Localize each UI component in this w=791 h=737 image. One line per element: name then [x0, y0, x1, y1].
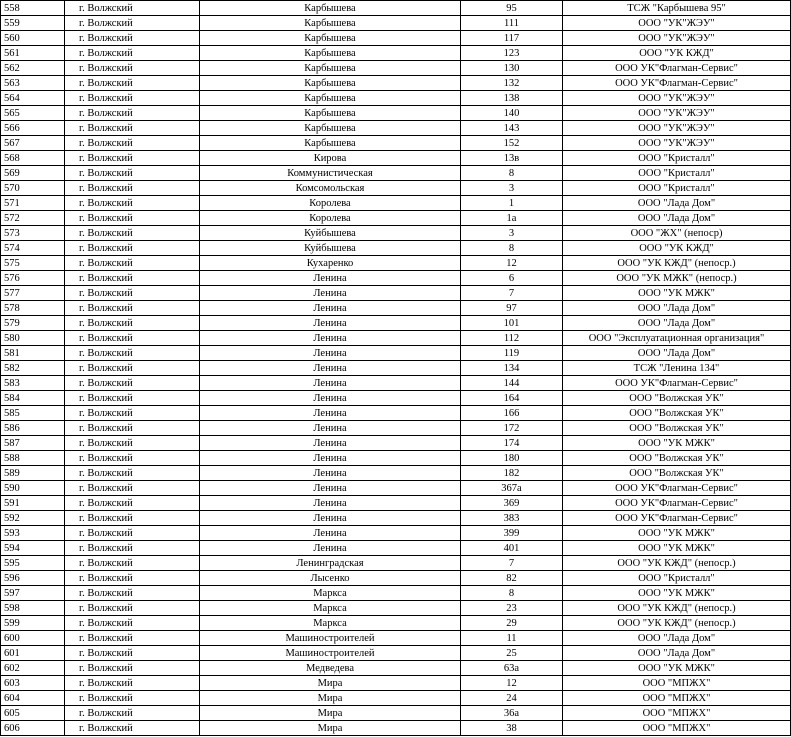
house-number-cell: 119: [461, 346, 563, 361]
management-company-cell: ООО "УК КЖД" (непоср.): [563, 256, 791, 271]
house-number-cell: 6: [461, 271, 563, 286]
house-number-cell: 174: [461, 436, 563, 451]
table-row: [1, 106, 791, 121]
row-number: 576: [1, 271, 65, 286]
row-number: 596: [1, 571, 65, 586]
city-cell: г. Волжский: [65, 286, 200, 301]
table-row: [1, 226, 791, 241]
row-number: 565: [1, 106, 65, 121]
city-cell: г. Волжский: [65, 691, 200, 706]
street-cell: Ленина: [200, 436, 461, 451]
table-row: [1, 676, 791, 691]
city-cell: г. Волжский: [65, 211, 200, 226]
city-cell: г. Волжский: [65, 136, 200, 151]
table-row: [1, 541, 791, 556]
house-number-cell: 143: [461, 121, 563, 136]
row-number: 579: [1, 316, 65, 331]
street-cell: Карбышева: [200, 136, 461, 151]
city-cell: г. Волжский: [65, 586, 200, 601]
city-cell: г. Волжский: [65, 631, 200, 646]
management-company-cell: ООО "УК МЖК" (непоср.): [563, 271, 791, 286]
street-cell: Маркса: [200, 586, 461, 601]
house-number-cell: 132: [461, 76, 563, 91]
row-number: 594: [1, 541, 65, 556]
street-cell: Ленина: [200, 391, 461, 406]
street-cell: Ленина: [200, 541, 461, 556]
management-company-cell: ООО УК"Флагман-Сервис": [563, 76, 791, 91]
house-number-cell: 1а: [461, 211, 563, 226]
table-row: [1, 151, 791, 166]
management-company-cell: ООО "УК КЖД" (непоср.): [563, 601, 791, 616]
street-cell: Ленинградская: [200, 556, 461, 571]
city-cell: г. Волжский: [65, 406, 200, 421]
management-company-cell: ООО "МПЖХ": [563, 706, 791, 721]
management-company-cell: ООО "Волжская УК": [563, 466, 791, 481]
street-cell: Маркса: [200, 616, 461, 631]
street-cell: Карбышева: [200, 16, 461, 31]
city-cell: г. Волжский: [65, 16, 200, 31]
house-number-cell: 117: [461, 31, 563, 46]
table-row: [1, 511, 791, 526]
row-number: 561: [1, 46, 65, 61]
street-cell: Маркса: [200, 601, 461, 616]
management-company-cell: ООО "УК МЖК": [563, 586, 791, 601]
house-number-cell: 8: [461, 166, 563, 181]
street-cell: Машиностроителей: [200, 646, 461, 661]
city-cell: г. Волжский: [65, 46, 200, 61]
street-cell: Королева: [200, 211, 461, 226]
city-cell: г. Волжский: [65, 526, 200, 541]
table-row: [1, 406, 791, 421]
row-number: 603: [1, 676, 65, 691]
city-cell: г. Волжский: [65, 106, 200, 121]
street-cell: Ленина: [200, 316, 461, 331]
row-number: 600: [1, 631, 65, 646]
row-number: 558: [1, 1, 65, 16]
management-company-cell: ООО УК"Флагман-Сервис": [563, 61, 791, 76]
management-company-cell: ООО "Волжская УК": [563, 406, 791, 421]
house-number-cell: 401: [461, 541, 563, 556]
table-row: [1, 46, 791, 61]
city-cell: г. Волжский: [65, 481, 200, 496]
table-row: [1, 481, 791, 496]
management-company-cell: ООО УК"Флагман-Сервис": [563, 481, 791, 496]
city-cell: г. Волжский: [65, 556, 200, 571]
house-number-cell: 182: [461, 466, 563, 481]
row-number: 571: [1, 196, 65, 211]
street-cell: Карбышева: [200, 76, 461, 91]
row-number: 580: [1, 331, 65, 346]
street-cell: Карбышева: [200, 91, 461, 106]
table-row: [1, 601, 791, 616]
street-cell: Карбышева: [200, 31, 461, 46]
house-number-cell: 11: [461, 631, 563, 646]
street-cell: Ленина: [200, 511, 461, 526]
row-number: 593: [1, 526, 65, 541]
city-cell: г. Волжский: [65, 376, 200, 391]
street-cell: Комсомольская: [200, 181, 461, 196]
street-cell: Карбышева: [200, 46, 461, 61]
table-row: [1, 571, 791, 586]
management-company-cell: ООО "УК МЖК": [563, 286, 791, 301]
street-cell: Ленина: [200, 526, 461, 541]
table-row: [1, 691, 791, 706]
city-cell: г. Волжский: [65, 256, 200, 271]
row-number: 581: [1, 346, 65, 361]
street-cell: Ленина: [200, 301, 461, 316]
management-company-cell: ООО УК"Флагман-Сервис": [563, 376, 791, 391]
city-cell: г. Волжский: [65, 601, 200, 616]
house-number-cell: 112: [461, 331, 563, 346]
row-number: 590: [1, 481, 65, 496]
table-row: [1, 271, 791, 286]
row-number: 569: [1, 166, 65, 181]
house-number-cell: 7: [461, 286, 563, 301]
city-cell: г. Волжский: [65, 661, 200, 676]
table-row: [1, 1, 791, 16]
house-number-cell: 101: [461, 316, 563, 331]
street-cell: Коммунистическая: [200, 166, 461, 181]
table-row: [1, 286, 791, 301]
row-number: 592: [1, 511, 65, 526]
street-cell: Королева: [200, 196, 461, 211]
table-row: [1, 91, 791, 106]
house-number-cell: 12: [461, 676, 563, 691]
table-row: [1, 136, 791, 151]
city-cell: г. Волжский: [65, 646, 200, 661]
management-company-cell: ООО "УК КЖД" (непоср.): [563, 616, 791, 631]
city-cell: г. Волжский: [65, 466, 200, 481]
table-row: [1, 616, 791, 631]
street-cell: Мира: [200, 676, 461, 691]
table-row: [1, 451, 791, 466]
management-company-cell: ООО "УК МЖК": [563, 436, 791, 451]
house-number-cell: 25: [461, 646, 563, 661]
management-company-cell: ООО "УК"ЖЭУ": [563, 136, 791, 151]
row-number: 566: [1, 121, 65, 136]
street-cell: Ленина: [200, 421, 461, 436]
table-row: [1, 661, 791, 676]
house-number-cell: 23: [461, 601, 563, 616]
table-row: [1, 436, 791, 451]
house-number-cell: 383: [461, 511, 563, 526]
table-row: [1, 706, 791, 721]
management-company-cell: ООО "УК"ЖЭУ": [563, 106, 791, 121]
table-row: [1, 526, 791, 541]
street-cell: Ленина: [200, 481, 461, 496]
city-cell: г. Волжский: [65, 121, 200, 136]
house-number-cell: 144: [461, 376, 563, 391]
street-cell: Ленина: [200, 451, 461, 466]
management-company-cell: ООО "Волжская УК": [563, 391, 791, 406]
street-cell: Ленина: [200, 496, 461, 511]
house-number-cell: 111: [461, 16, 563, 31]
city-cell: г. Волжский: [65, 301, 200, 316]
city-cell: г. Волжский: [65, 421, 200, 436]
row-number: 589: [1, 466, 65, 481]
row-number: 585: [1, 406, 65, 421]
house-number-cell: 140: [461, 106, 563, 121]
row-number: 563: [1, 76, 65, 91]
city-cell: г. Волжский: [65, 31, 200, 46]
city-cell: г. Волжский: [65, 451, 200, 466]
street-cell: Мира: [200, 721, 461, 736]
city-cell: г. Волжский: [65, 151, 200, 166]
city-cell: г. Волжский: [65, 196, 200, 211]
house-number-cell: 36а: [461, 706, 563, 721]
street-cell: Куйбышева: [200, 226, 461, 241]
table-row: [1, 631, 791, 646]
row-number: 591: [1, 496, 65, 511]
house-number-cell: 1: [461, 196, 563, 211]
table-row: [1, 61, 791, 76]
city-cell: г. Волжский: [65, 181, 200, 196]
management-company-cell: ООО "Лада Дом": [563, 646, 791, 661]
house-number-cell: 166: [461, 406, 563, 421]
management-company-cell: ООО УК"Флагман-Сервис": [563, 511, 791, 526]
house-number-cell: 13в: [461, 151, 563, 166]
management-company-cell: ООО "УК"ЖЭУ": [563, 121, 791, 136]
city-cell: г. Волжский: [65, 346, 200, 361]
management-company-cell: ТСЖ "Карбышева 95": [563, 1, 791, 16]
city-cell: г. Волжский: [65, 616, 200, 631]
street-cell: Карбышева: [200, 61, 461, 76]
street-cell: Мира: [200, 706, 461, 721]
table-row: [1, 181, 791, 196]
street-cell: Ленина: [200, 331, 461, 346]
row-number: 584: [1, 391, 65, 406]
house-number-cell: 369: [461, 496, 563, 511]
row-number: 574: [1, 241, 65, 256]
row-number: 573: [1, 226, 65, 241]
house-number-cell: 29: [461, 616, 563, 631]
house-number-cell: 152: [461, 136, 563, 151]
row-number: 586: [1, 421, 65, 436]
management-company-cell: ООО "УК КЖД": [563, 46, 791, 61]
table-row: [1, 556, 791, 571]
management-company-cell: ООО "УК КЖД" (непоср.): [563, 556, 791, 571]
row-number: 564: [1, 91, 65, 106]
table-row: [1, 346, 791, 361]
city-cell: г. Волжский: [65, 241, 200, 256]
row-number: 577: [1, 286, 65, 301]
house-number-cell: 8: [461, 586, 563, 601]
table-row: [1, 121, 791, 136]
house-number-cell: 123: [461, 46, 563, 61]
management-company-cell: ООО "Кристалл": [563, 571, 791, 586]
table-row: [1, 421, 791, 436]
table-row: [1, 496, 791, 511]
house-number-cell: 3: [461, 226, 563, 241]
row-number: 562: [1, 61, 65, 76]
city-cell: г. Волжский: [65, 91, 200, 106]
city-cell: г. Волжский: [65, 676, 200, 691]
row-number: 582: [1, 361, 65, 376]
table-row: [1, 331, 791, 346]
management-company-cell: ООО "УК МЖК": [563, 661, 791, 676]
row-number: 599: [1, 616, 65, 631]
row-number: 601: [1, 646, 65, 661]
row-number: 570: [1, 181, 65, 196]
city-cell: г. Волжский: [65, 496, 200, 511]
city-cell: г. Волжский: [65, 271, 200, 286]
management-company-cell: ООО "Кристалл": [563, 181, 791, 196]
house-number-cell: 95: [461, 1, 563, 16]
city-cell: г. Волжский: [65, 316, 200, 331]
row-number: 559: [1, 16, 65, 31]
management-company-cell: ООО "Эксплуатационная организация": [563, 331, 791, 346]
house-number-cell: 38: [461, 721, 563, 736]
city-cell: г. Волжский: [65, 391, 200, 406]
house-number-cell: 7: [461, 556, 563, 571]
row-number: 595: [1, 556, 65, 571]
city-cell: г. Волжский: [65, 361, 200, 376]
house-number-cell: 63а: [461, 661, 563, 676]
row-number: 583: [1, 376, 65, 391]
management-company-cell: ООО "МПЖХ": [563, 691, 791, 706]
table-row: [1, 166, 791, 181]
row-number: 572: [1, 211, 65, 226]
street-cell: Ленина: [200, 361, 461, 376]
street-cell: Кухаренко: [200, 256, 461, 271]
table-row: [1, 721, 791, 736]
city-cell: г. Волжский: [65, 706, 200, 721]
management-company-cell: ООО "Кристалл": [563, 166, 791, 181]
house-number-cell: 180: [461, 451, 563, 466]
management-company-cell: ООО "Лада Дом": [563, 631, 791, 646]
management-company-cell: ООО "УК КЖД": [563, 241, 791, 256]
house-number-cell: 8: [461, 241, 563, 256]
table-row: [1, 31, 791, 46]
city-cell: г. Волжский: [65, 571, 200, 586]
house-number-cell: 399: [461, 526, 563, 541]
house-number-cell: 164: [461, 391, 563, 406]
management-company-cell: ООО "МПЖХ": [563, 676, 791, 691]
table-row: [1, 391, 791, 406]
table-row: [1, 646, 791, 661]
table-row: [1, 316, 791, 331]
house-number-cell: 97: [461, 301, 563, 316]
street-cell: Ленина: [200, 466, 461, 481]
street-cell: Ленина: [200, 376, 461, 391]
house-number-cell: 12: [461, 256, 563, 271]
street-cell: Ленина: [200, 346, 461, 361]
management-company-cell: ООО "Лада Дом": [563, 211, 791, 226]
house-number-cell: 134: [461, 361, 563, 376]
city-cell: г. Волжский: [65, 76, 200, 91]
city-cell: г. Волжский: [65, 166, 200, 181]
management-company-cell: ООО "МПЖХ": [563, 721, 791, 736]
table-row: [1, 301, 791, 316]
management-company-cell: ООО "ЖХ" (непоср): [563, 226, 791, 241]
management-company-cell: ООО "УК"ЖЭУ": [563, 16, 791, 31]
city-cell: г. Волжский: [65, 61, 200, 76]
management-company-cell: ТСЖ "Ленина 134": [563, 361, 791, 376]
management-company-cell: ООО "Лада Дом": [563, 346, 791, 361]
table-row: [1, 361, 791, 376]
city-cell: г. Волжский: [65, 436, 200, 451]
house-number-cell: 82: [461, 571, 563, 586]
street-cell: Машиностроителей: [200, 631, 461, 646]
table-body: [1, 1, 791, 736]
table-row: [1, 586, 791, 601]
table-row: [1, 241, 791, 256]
city-cell: г. Волжский: [65, 511, 200, 526]
city-cell: г. Волжский: [65, 721, 200, 736]
street-cell: Лысенко: [200, 571, 461, 586]
house-number-cell: 138: [461, 91, 563, 106]
row-number: 605: [1, 706, 65, 721]
row-number: 598: [1, 601, 65, 616]
management-company-cell: ООО "УК"ЖЭУ": [563, 91, 791, 106]
street-cell: Кирова: [200, 151, 461, 166]
street-cell: Куйбышева: [200, 241, 461, 256]
street-cell: Ленина: [200, 286, 461, 301]
city-cell: г. Волжский: [65, 331, 200, 346]
street-cell: Мира: [200, 691, 461, 706]
street-cell: Ленина: [200, 406, 461, 421]
street-cell: Медведева: [200, 661, 461, 676]
table-row: [1, 196, 791, 211]
house-number-cell: 367а: [461, 481, 563, 496]
row-number: 575: [1, 256, 65, 271]
street-cell: Карбышева: [200, 106, 461, 121]
row-number: 602: [1, 661, 65, 676]
street-cell: Карбышева: [200, 121, 461, 136]
house-number-cell: 130: [461, 61, 563, 76]
management-company-cell: ООО "УК МЖК": [563, 526, 791, 541]
street-cell: Ленина: [200, 271, 461, 286]
row-number: 567: [1, 136, 65, 151]
table-row: [1, 211, 791, 226]
management-company-cell: ООО "Кристалл": [563, 151, 791, 166]
house-number-cell: 24: [461, 691, 563, 706]
street-cell: Карбышева: [200, 1, 461, 16]
house-number-cell: 172: [461, 421, 563, 436]
management-company-cell: ООО "Лада Дом": [563, 196, 791, 211]
row-number: 578: [1, 301, 65, 316]
row-number: 588: [1, 451, 65, 466]
row-number: 587: [1, 436, 65, 451]
management-company-cell: ООО "Лада Дом": [563, 316, 791, 331]
table-row: [1, 16, 791, 31]
management-company-cell: ООО "УК МЖК": [563, 541, 791, 556]
row-number: 560: [1, 31, 65, 46]
city-cell: г. Волжский: [65, 226, 200, 241]
management-company-cell: ООО "УК"ЖЭУ": [563, 31, 791, 46]
management-company-cell: ООО УК"Флагман-Сервис": [563, 496, 791, 511]
city-cell: г. Волжский: [65, 1, 200, 16]
row-number: 604: [1, 691, 65, 706]
row-number: 606: [1, 721, 65, 736]
row-number: 597: [1, 586, 65, 601]
table-row: [1, 466, 791, 481]
management-company-cell: ООО "Лада Дом": [563, 301, 791, 316]
row-number: 568: [1, 151, 65, 166]
city-cell: г. Волжский: [65, 541, 200, 556]
table-row: [1, 376, 791, 391]
table-row: [1, 76, 791, 91]
table-row: [1, 256, 791, 271]
management-company-cell: ООО "Волжская УК": [563, 451, 791, 466]
management-company-cell: ООО "Волжская УК": [563, 421, 791, 436]
house-number-cell: 3: [461, 181, 563, 196]
